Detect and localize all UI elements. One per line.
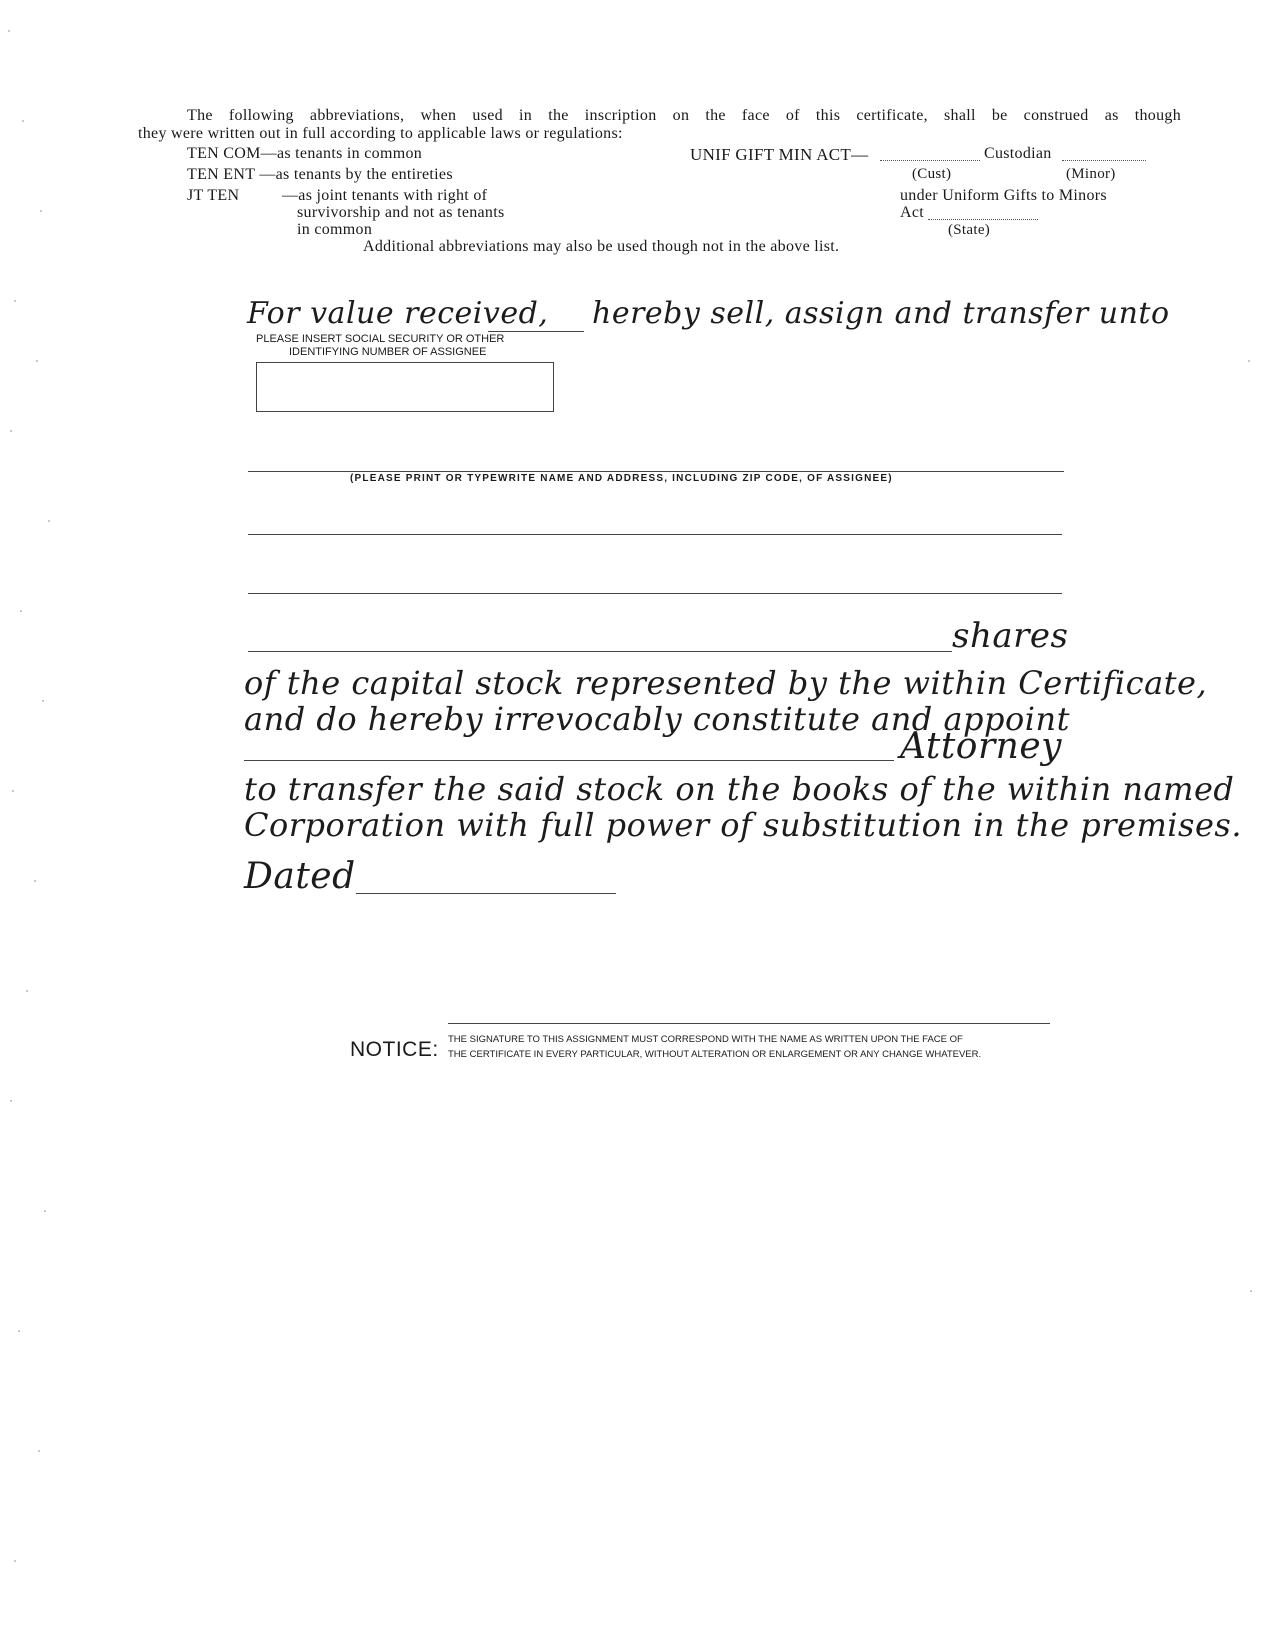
ssn-label-line1: PLEASE INSERT SOCIAL SECURITY OR OTHER xyxy=(256,333,505,345)
assignee-name-rule[interactable] xyxy=(248,471,1064,472)
notice-line1: THE SIGNATURE TO THIS ASSIGNMENT MUST CORRESPOND WITH THE NAME AS WRITTEN UPON THE FACE OF xyxy=(448,1034,963,1045)
irrevocably-line: and do hereby irrevocably constitute and appoint xyxy=(244,700,1070,738)
attorney-rule[interactable] xyxy=(244,760,894,761)
ssn-box[interactable] xyxy=(256,362,554,412)
cust-blank xyxy=(880,150,980,161)
address-rule-1[interactable] xyxy=(248,534,1062,535)
attorney-word: Attorney xyxy=(900,726,1063,767)
abbr-jt-ten-line2: survivorship and not as tenants xyxy=(297,204,505,221)
abbr-minor-label: (Minor) xyxy=(1066,166,1116,182)
abbr-custodian: Custodian xyxy=(984,145,1052,162)
for-value-rule xyxy=(488,331,584,332)
notice-line2: THE CERTIFICATE IN EVERY PARTICULAR, WITHOUT ALTERATION OR ENLARGEMENT OR ANY CHANGE WHATEVER. xyxy=(448,1049,982,1060)
abbr-jt-ten-line1: —as joint tenants with right of xyxy=(282,187,488,204)
abbr-act: Act xyxy=(900,204,925,221)
abbr-additional: Additional abbreviations may also be used though not in the above list. xyxy=(363,238,840,255)
abbr-cust-label: (Cust) xyxy=(912,166,952,182)
signature-rule[interactable] xyxy=(448,1023,1050,1024)
ssn-label-line2: IDENTIFYING NUMBER OF ASSIGNEE xyxy=(289,346,487,358)
abbr-unif-gift: UNIF GIFT MIN ACT— xyxy=(690,145,869,164)
notice-label: NOTICE: xyxy=(350,1038,439,1061)
name-address-label: (PLEASE PRINT OR TYPEWRITE NAME AND ADDRESS, INCLUDING ZIP CODE, OF ASSIGNEE) xyxy=(350,473,893,484)
corporation-line: Corporation with full power of substitution in the premises. xyxy=(244,806,1242,844)
abbreviations-intro-line1: The following abbreviations, when used in the inscription on the face of this certificate, shall be construed as though xyxy=(187,107,1181,124)
abbr-ten-ent: TEN ENT —as tenants by the entireties xyxy=(187,166,453,183)
dated-label: Dated xyxy=(244,856,356,897)
capital-stock-line: of the capital stock represented by the within Certificate, xyxy=(244,664,1208,702)
abbr-jt-ten-line3: in common xyxy=(297,221,373,238)
abbr-ten-com: TEN COM—as tenants in common xyxy=(187,145,423,162)
state-blank xyxy=(928,209,1038,220)
abbr-state-label: (State) xyxy=(948,222,991,238)
address-rule-2[interactable] xyxy=(248,593,1062,594)
shares-rule[interactable] xyxy=(248,651,952,652)
shares-word: shares xyxy=(952,616,1069,656)
hereby-sell-assign: hereby sell, assign and transfer unto xyxy=(592,296,1170,331)
for-value-received: For value received, xyxy=(247,296,549,331)
dated-rule[interactable] xyxy=(356,893,616,894)
abbr-jt-ten-code: JT TEN xyxy=(187,187,240,204)
abbreviations-intro-line2: they were written out in full according to applicable laws or regulations: xyxy=(138,125,623,142)
abbr-under-uniform: under Uniform Gifts to Minors xyxy=(900,187,1107,204)
minor-blank xyxy=(1062,150,1146,161)
transfer-books-line: to transfer the said stock on the books of the within named xyxy=(244,770,1235,808)
